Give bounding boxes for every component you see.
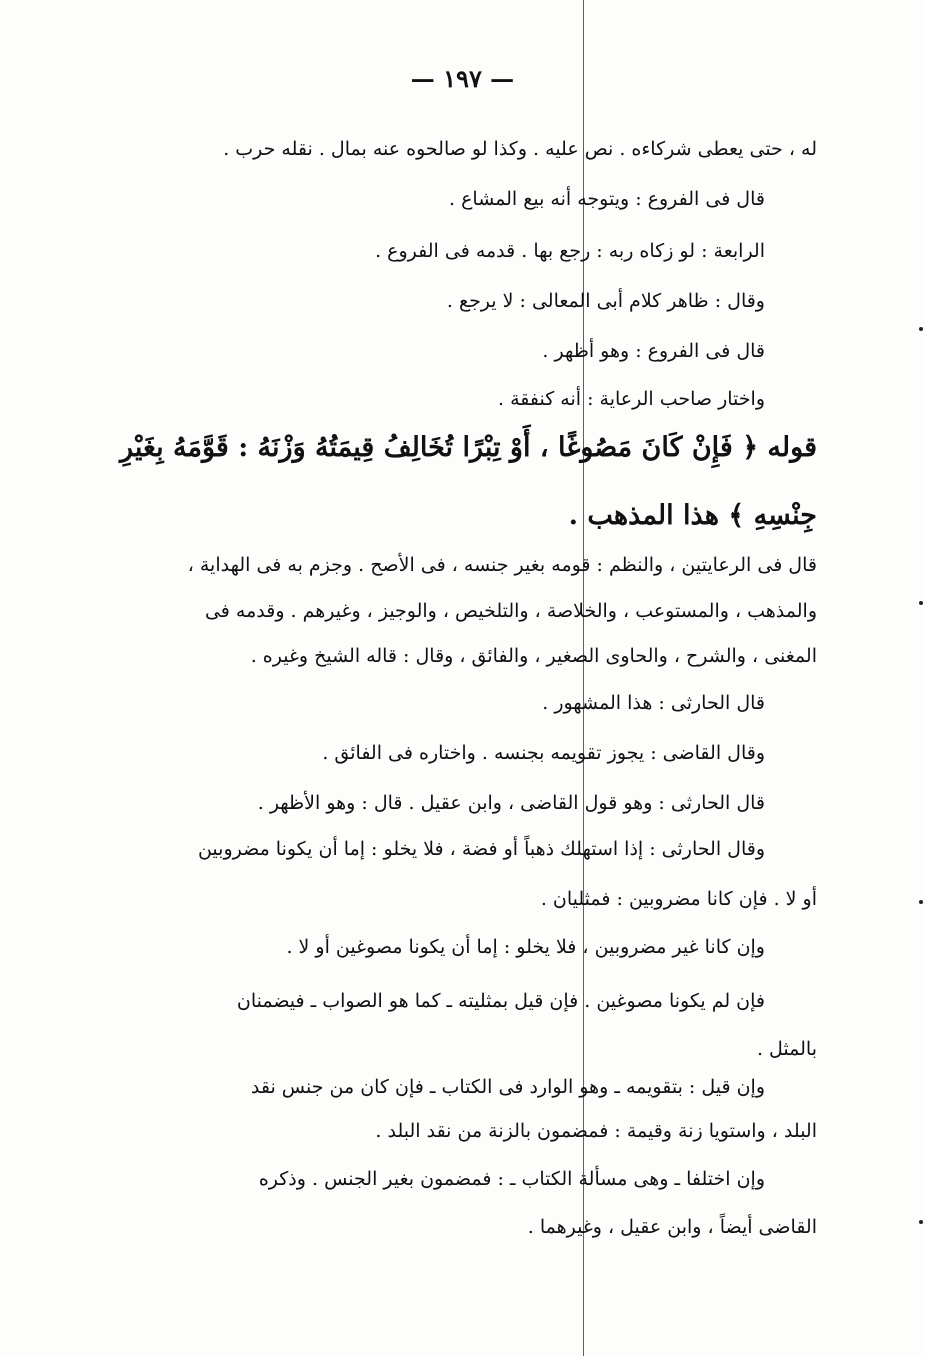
text-line: قال فى الفروع : ويتوجه أنه بيع المشاع . [449,188,765,210]
text-line: وإن اختلفا ـ وهى مسألة الكتاب ـ : فمضمون بغير الجنس . وذكره [258,1168,765,1190]
text-line: المغنى ، والشرح ، والحاوى الصغير ، والفائق ، وقال : قاله الشيخ وغيره . [250,645,817,667]
margin-mark [919,327,923,331]
text-line: واختار صاحب الرعاية : أنه كنفقة . [498,388,765,410]
text-line: فإن لم يكونا مصوغين . فإن قيل بمثليته ـ كما هو الصواب ـ فيضمنان [236,990,765,1012]
text-line: قال الحارثى : وهو قول القاضى ، وابن عقيل . قال : وهو الأظهر . [257,792,765,814]
text-line: له ، حتى يعطى شركاءه . نص عليه . وكذا لو صالحوه عنه بمال . نقله حرب . [223,138,817,160]
text-line: وإن قيل : بتقويمه ـ وهو الوارد فى الكتاب ـ فإن كان من جنس نقد [250,1076,765,1098]
text-line: القاضى أيضاً ، وابن عقيل ، وغيرهما . [527,1216,817,1238]
margin-mark [919,900,923,904]
text-line: قال الحارثى : هذا المشهور . [542,692,765,714]
quoted-heading-line: جِنْسِهِ ﴾ هذا المذهب . [568,500,817,531]
text-line: وقال : ظاهر كلام أبى المعالى : لا يرجع . [446,290,765,312]
quoted-heading-line: قوله ﴿ فَإِنْ كَانَ مَصُوغًا ، أَوْ تِبْرًا تُخَالِفُ قِيمَتُهُ وَزْنَهُ : قَوَّمَهُ بِغَيْرِ [120,432,817,463]
text-line: بالمثل . [756,1038,817,1060]
text-line: الرابعة : لو زكاه ربه : رجع بها . قدمه فى الفروع . [375,240,765,262]
margin-mark [919,601,923,605]
page-number: — ١٩٧ — [410,64,515,93]
text-line: وقال القاضى : يجوز تقويمه بجنسه . واختاره فى الفائق . [322,742,765,764]
text-line: قال فى الفروع : وهو أظهر . [542,340,765,362]
margin-mark [919,1220,923,1224]
text-line: وقال الحارثى : إذا استهلك ذهباً أو فضة ، فلا يخلو : إما أن يكونا مضروبين [197,838,765,860]
text-line: وإن كانا غير مضروبين ، فلا يخلو : إما أن يكونا مصوغين أو لا . [286,936,765,958]
text-line: قال فى الرعايتين ، والنظم : قومه بغير جنسه ، فى الأصح . وجزم به فى الهداية ، [187,554,817,576]
text-line: والمذهب ، والمستوعب ، والخلاصة ، والتلخيص ، والوجيز ، وغيرهم . وقدمه فى [204,600,817,622]
text-line: أو لا . فإن كانا مضروبين : فمثليان . [540,888,817,910]
text-line: البلد ، واستويا زنة وقيمة : فمضمون بالزنة من نقد البلد . [375,1120,817,1142]
